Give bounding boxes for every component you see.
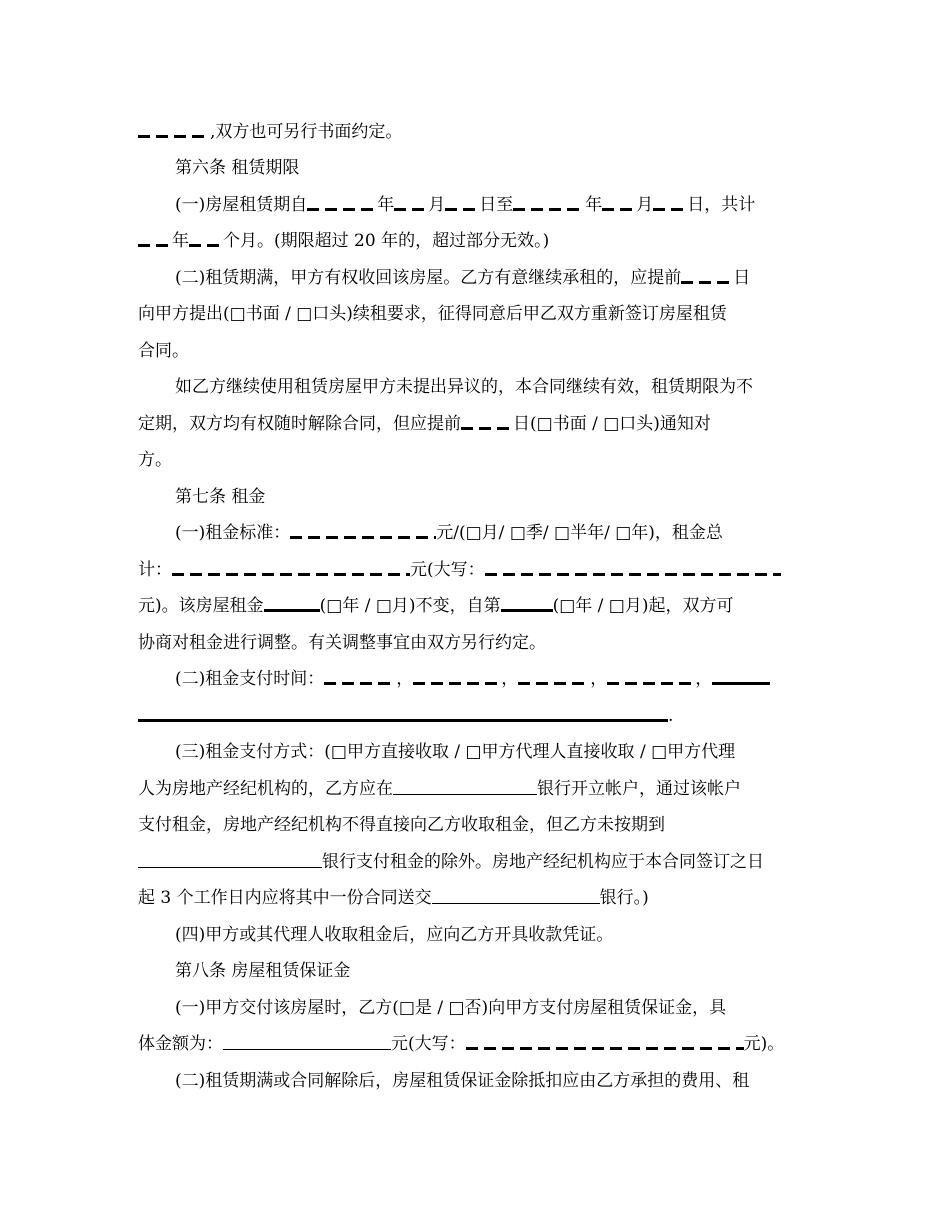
fill-blank [172, 573, 410, 576]
text-line [138, 230, 549, 252]
text-line [138, 413, 711, 435]
fill-blank [324, 682, 396, 685]
fill-blank [466, 1047, 744, 1050]
fill-blank [461, 427, 513, 430]
text-fragment: 月 [636, 195, 654, 215]
text-fragment: 元(大写： [391, 1034, 466, 1054]
fill-blank [138, 135, 210, 138]
separator: ， [501, 669, 519, 689]
fill-blank [712, 682, 770, 685]
fill-blank [138, 867, 322, 868]
text-fragment: 元)。该房屋租金 [138, 596, 264, 616]
separator: ， [396, 669, 414, 689]
text-fragment: 年 [377, 195, 395, 215]
text-fragment: (□年 / □月)起，双方可 [552, 596, 734, 616]
text-line: (三)租金支付方式：(□甲方直接收取 / □甲方代理人直接收取 / □甲方代理 [175, 742, 736, 762]
text-line: 如乙方继续使用租赁房屋甲方未提出异议的，本合同继续有效，租赁期限为不 [175, 377, 753, 397]
article-heading: 第七条 租金 [175, 487, 266, 507]
text-line: (一)甲方交付该房屋时，乙方(□是 / □否)向甲方支付房屋租赁保证金，具 [175, 998, 727, 1018]
text-fragment: 银行支付租金的除外。房地产经纪机构应于本合同签订之日 [322, 852, 764, 872]
fill-blank [607, 682, 695, 685]
text-fragment: 计： [138, 560, 172, 580]
text-fragment: 年 [585, 195, 603, 215]
text-fragment: 日 [733, 268, 751, 288]
fill-blank [413, 682, 501, 685]
text-fragment: 日，共计 [687, 195, 756, 215]
fill-blank [485, 573, 781, 576]
text-fragment: 银行。) [599, 888, 649, 908]
text-line [175, 267, 750, 289]
text-fragment: 定期，双方均有权随时解除合同，但应提前 [138, 414, 461, 434]
text-fragment: 日至 [479, 195, 514, 215]
fill-blank [290, 536, 436, 539]
text-fragment: 日(□书面 / □口头)通知对 [513, 414, 711, 434]
fill-blank [681, 281, 733, 284]
text-fragment: (二)租金支付时间： [175, 669, 325, 689]
text-fragment: 月 [428, 195, 446, 215]
fill-blank [501, 609, 553, 612]
fill-blank [138, 719, 668, 722]
separator: ， [590, 669, 608, 689]
text-line [175, 668, 770, 690]
text-fragment: 元(大写： [410, 560, 485, 580]
fill-blank [189, 244, 223, 247]
fill-blank [432, 903, 600, 904]
text-line [138, 559, 781, 581]
text-line [175, 194, 755, 216]
text-fragment: 年 [172, 231, 189, 251]
text-line [175, 522, 723, 544]
text-fragment: (一)租金标准： [175, 523, 291, 543]
text-fragment: (□年 / □月)不变，自第 [319, 596, 501, 616]
fill-blank [513, 208, 585, 211]
text-line [138, 705, 673, 727]
text-fragment: , [210, 122, 216, 142]
text-fragment: 元/(□月/ □季/ □半年/ □年)，租金总 [436, 523, 723, 543]
fill-blank [393, 794, 537, 795]
fill-blank [602, 208, 636, 211]
text-line [138, 121, 402, 143]
text-line: 向甲方提出(□书面 / □口头)续租要求，征得同意后甲乙双方重新签订房屋租赁 [138, 304, 727, 324]
text-fragment: . [668, 706, 674, 726]
text-fragment: 体金额为： [138, 1034, 223, 1054]
text-line: 协商对租金进行调整。有关调整事宜由双方另行约定。 [138, 633, 546, 653]
text-line: 支付租金，房地产经纪机构不得直接向乙方收取租金，但乙方未按期到 [138, 815, 665, 835]
text-fragment: 元)。 [743, 1034, 785, 1054]
fill-blank [264, 609, 320, 612]
article-heading: 第八条 房屋租赁保证金 [175, 961, 351, 981]
fill-blank [653, 208, 687, 211]
fill-blank [445, 208, 479, 211]
text-line [138, 595, 734, 617]
text-fragment: 人为房地产经纪机构的，乙方应在 [138, 779, 393, 799]
text-fragment: 银行开立帐户，通过该帐户 [537, 779, 741, 799]
fill-blank [518, 682, 590, 685]
fill-blank [223, 1049, 391, 1050]
text-fragment: (二)租赁期满，甲方有权收回该房屋。乙方有意继续承租的，应提前 [175, 268, 682, 288]
text-line [138, 851, 764, 873]
text-line: (二)租赁期满或合同解除后，房屋租赁保证金除抵扣应由乙方承担的费用、租 [175, 1071, 750, 1091]
text-fragment: 双方也可另行书面约定。 [215, 122, 403, 142]
fill-blank [307, 208, 377, 211]
separator: ， [695, 669, 713, 689]
text-line: 方。 [138, 450, 172, 470]
text-fragment: (一)房屋租赁期自 [175, 195, 308, 215]
text-line: 合同。 [138, 341, 189, 361]
text-line [138, 1033, 784, 1055]
text-line [138, 778, 741, 800]
text-fragment: 起 3 个工作日内应将其中一份合同送交 [138, 888, 432, 908]
fill-blank [394, 208, 428, 211]
article-heading: 第六条 租赁期限 [175, 158, 300, 178]
text-fragment: 个月。(期限超过 20 年的，超过部分无效。) [223, 231, 550, 251]
text-line: (四)甲方或其代理人收取租金后，应向乙方开具收款凭证。 [175, 925, 614, 945]
text-line [138, 887, 649, 909]
fill-blank [138, 244, 172, 247]
